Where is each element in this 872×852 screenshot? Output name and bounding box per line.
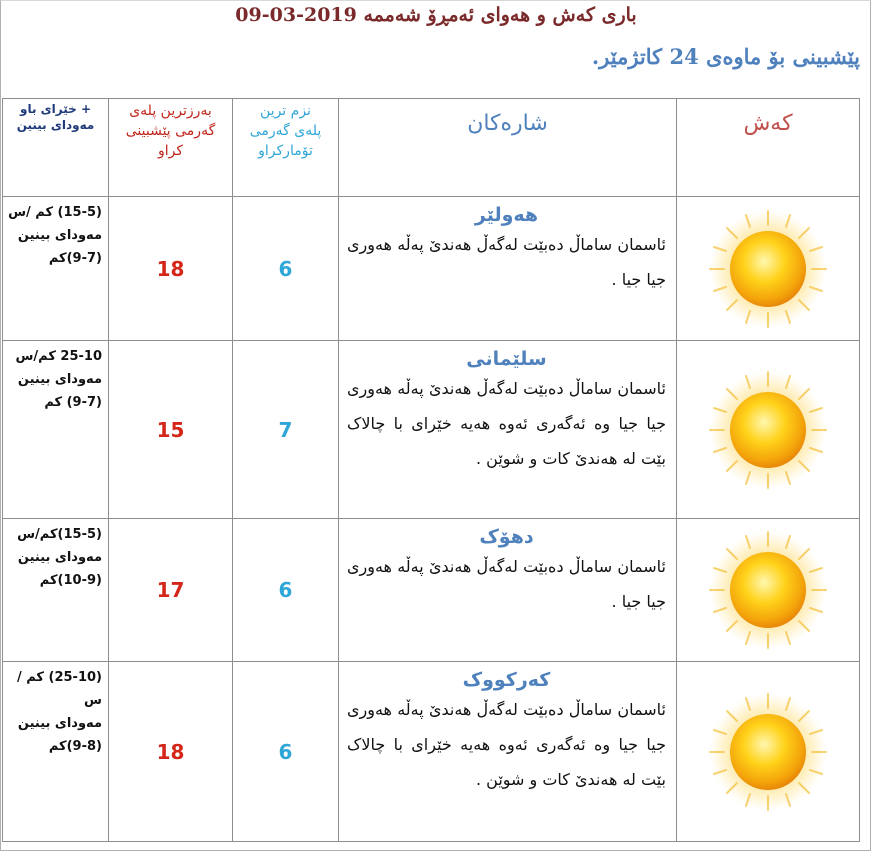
city-name: سلێمانی bbox=[466, 348, 547, 370]
sun-icon bbox=[708, 692, 828, 812]
weather-cell bbox=[677, 519, 860, 662]
column-header-min bbox=[233, 99, 339, 197]
header-row bbox=[3, 99, 860, 197]
wind-visibility-cell bbox=[3, 662, 109, 842]
column-header-wind bbox=[3, 99, 109, 197]
table-row bbox=[3, 341, 860, 519]
city-cell bbox=[339, 341, 677, 519]
page-subtitle: پێشبینی بۆ ماوەی 24 کاتژمێر. bbox=[591, 44, 860, 69]
city-name: دهۆک bbox=[479, 526, 534, 548]
city-cell bbox=[339, 662, 677, 842]
sun-icon bbox=[708, 530, 828, 650]
max-temp: 18 bbox=[109, 662, 233, 842]
table-row bbox=[3, 519, 860, 662]
wind-header-line: خێرای باو + bbox=[19, 102, 91, 116]
min-temp: 6 bbox=[233, 662, 339, 842]
wind-speed: (25-10) کم /س bbox=[16, 670, 102, 708]
column-header-max bbox=[109, 99, 233, 197]
page-title: باری کەش و هەوای ئەمڕۆ شەممە 2019-03-09 bbox=[235, 4, 637, 26]
city-cell bbox=[339, 519, 677, 662]
visibility-range: (9-7) کم bbox=[44, 395, 102, 410]
visibility-label: مەودای بینین bbox=[17, 550, 102, 565]
wind-visibility-cell bbox=[3, 519, 109, 662]
city-cell bbox=[339, 197, 677, 341]
max-header-line: بەرزترین پلەی bbox=[129, 103, 212, 119]
max-header-line: گەرمی پێشبینی bbox=[125, 123, 216, 139]
forecast-description: ئاسمان ساماڵ دەبێت لەگەڵ هەندێ پەڵە هەوری جیا جیا وە ئەگەری ئەوە هەیە خێرای با چالاک بێت لە هەندێ کات و شوێن . bbox=[347, 700, 666, 789]
forecast-description: ئاسمان ساماڵ دەبێت لەگەڵ هەندێ پەڵە هەوری جیا جیا . bbox=[347, 557, 666, 611]
max-header-line: کراو bbox=[157, 143, 184, 159]
city-name: کەرکووک bbox=[462, 669, 551, 691]
weather-table bbox=[2, 98, 860, 842]
weather-cell bbox=[677, 662, 860, 842]
weather-cell bbox=[677, 341, 860, 519]
visibility-label: مەودای بینین bbox=[17, 228, 102, 243]
visibility-range: (9-8)کم bbox=[48, 739, 102, 754]
sun-icon bbox=[708, 370, 828, 490]
weather-cell bbox=[677, 197, 860, 341]
min-temp: 7 bbox=[233, 341, 339, 519]
sun-icon bbox=[708, 209, 828, 329]
min-header-line: نزم ترین bbox=[260, 103, 311, 119]
city-name: هەولێر bbox=[474, 204, 539, 226]
min-header-line: تۆمارکراو bbox=[258, 143, 313, 159]
table-row bbox=[3, 662, 860, 842]
wind-speed: 25-10 کم/س bbox=[15, 349, 102, 364]
min-header-line: پلەی گەرمی bbox=[249, 123, 322, 139]
forecast-description: ئاسمان ساماڵ دەبێت لەگەڵ هەندێ پەڵە هەوری جیا جیا وە ئەگەری ئەوە هەیە خێرای با چالاک بێت لە هەندێ کات و شوێن . bbox=[347, 379, 666, 468]
column-header-weather: کەش bbox=[677, 99, 860, 197]
forecast-description: ئاسمان ساماڵ دەبێت لەگەڵ هەندێ پەڵە هەوری جیا جیا . bbox=[347, 235, 666, 289]
visibility-range: (10-9)کم bbox=[39, 573, 102, 588]
max-temp: 17 bbox=[109, 519, 233, 662]
visibility-range: (9-7)کم bbox=[48, 251, 102, 266]
min-temp: 6 bbox=[233, 519, 339, 662]
max-temp: 18 bbox=[109, 197, 233, 341]
wind-speed: (15-5) کم /س bbox=[8, 205, 102, 220]
max-temp: 15 bbox=[109, 341, 233, 519]
column-header-cities: شارەکان bbox=[339, 99, 677, 197]
wind-header-line: مەودای بینین bbox=[16, 118, 95, 132]
wind-visibility-cell bbox=[3, 197, 109, 341]
visibility-label: مەودای بینین bbox=[17, 716, 102, 731]
wind-speed: (15-5)کم/س bbox=[17, 527, 102, 542]
table-row bbox=[3, 197, 860, 341]
wind-visibility-cell bbox=[3, 341, 109, 519]
visibility-label: مەودای بینین bbox=[17, 372, 102, 387]
min-temp: 6 bbox=[233, 197, 339, 341]
